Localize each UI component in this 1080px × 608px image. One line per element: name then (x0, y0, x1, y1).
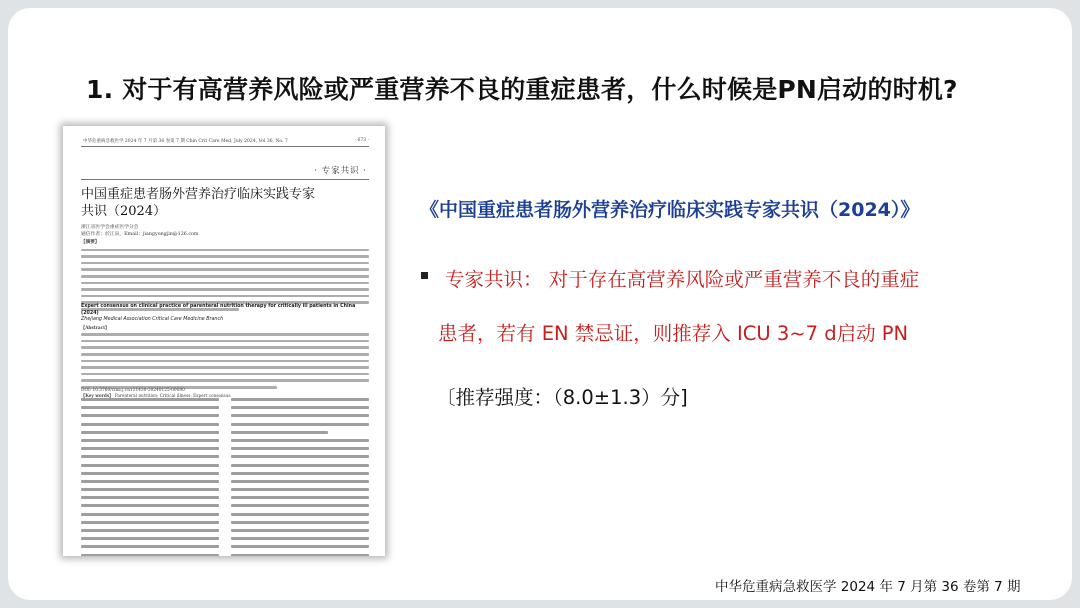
paper-section-tag: · 专家共识 · (314, 166, 367, 176)
paper-thumbnail (63, 126, 385, 556)
consensus-text-1: 对于存在高营养风险或严重营养不良的重症 (548, 268, 920, 291)
paper-body-columns (81, 398, 369, 556)
paper-author: 通信作者：於江泉，Email：jiangyongjin@126.com (81, 232, 199, 237)
paper-column-left (81, 398, 219, 556)
paper-column-right (231, 398, 369, 556)
paper-title: 中国重症患者肠外营养治疗临床实践专家共识（2024） (81, 187, 316, 219)
bullet-square-icon (421, 272, 428, 279)
paper-header: 中华危重病急救医学 2024 年 7 月第 36 卷第 7 期 Chin Crit Care Med, July 2024, Vol 36, No. 7 (83, 139, 288, 144)
abstract-en-lines (81, 333, 369, 388)
recommendation-strength: 〔推荐强度：（8.0±1.3）分] (436, 386, 688, 409)
slide (8, 8, 1072, 600)
paper-abstract-label: 【摘要】 (81, 240, 100, 245)
journal-citation: 中华危重病急救医学 2024 年 7 月第 36 卷第 7 期 (715, 579, 1021, 595)
slide-title: 1. 对于有高营养风险或严重营养不良的重症患者，什么时候是PN启动的时机? (86, 75, 958, 104)
abstract-cn-lines (81, 249, 369, 311)
consensus-label: 专家共识： (445, 268, 543, 291)
reference-title: 《中国重症患者肠外营养治疗临床实践专家共识（2024）》 (420, 199, 920, 221)
english-title-text: Expert consensus on clinical practice of parenteral nutrition therapy for critically ill patients in China (2024) (81, 304, 356, 316)
keywords-text: Parenteral nutrition; Critical illness; Expert consensus (114, 392, 231, 398)
paper-tag-rule (81, 179, 369, 180)
paper-page-number: · 673 · (354, 138, 369, 143)
keywords-label: 【Key words】 (81, 392, 114, 398)
abstract-en-label: 【Abstract】 (81, 325, 110, 330)
paper-doi: DOI: 10.3760/cma.j.cn121430-20240125-00080 (81, 388, 185, 393)
english-org: Zhejiang Medical Association Critical Care Medicine Branch (81, 317, 224, 323)
paper-abstract-en (81, 319, 369, 399)
paper-header-rule (81, 146, 369, 147)
paper-organization: 浙江省医学会重症医学分会 (81, 225, 139, 230)
consensus-line-2: 患者，若有 EN 禁忌证，则推荐入 ICU 3~7 d启动 PN (438, 322, 909, 345)
consensus-line-1 (445, 264, 919, 292)
